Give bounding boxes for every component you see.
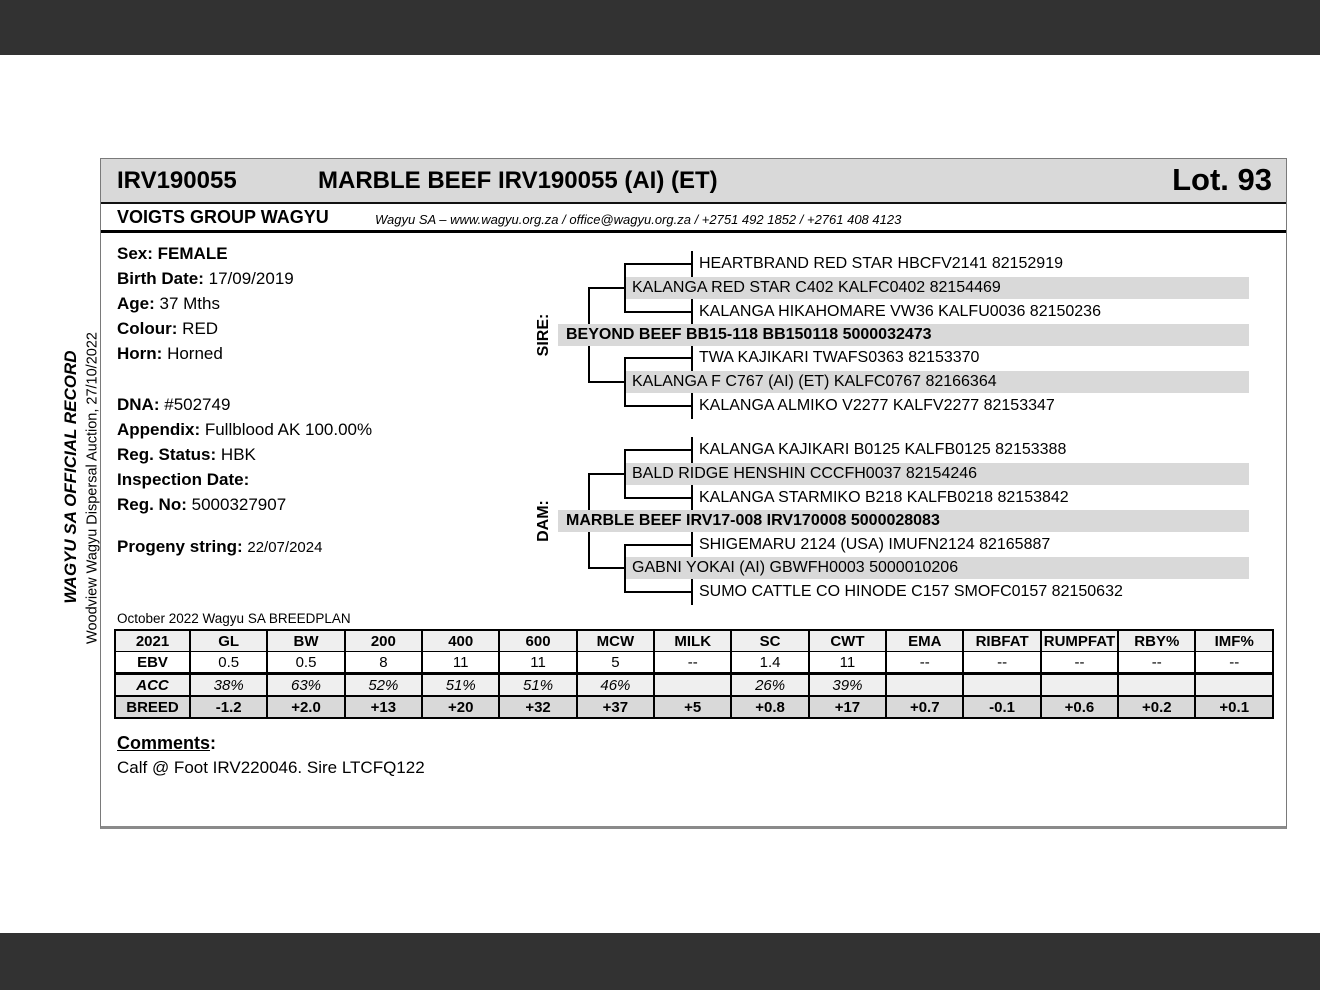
pedigree-connector: [691, 532, 693, 558]
sire-sire: KALANGA RED STAR C402 KALFC0402 82154469: [626, 277, 1249, 299]
dam-grandparent-4: SUMO CATTLE CO HINODE C157 SMOFC0157 82150632: [699, 583, 1123, 600]
dam-sire: BALD RIDGE HENSHIN CCCFH0037 82154246: [626, 463, 1249, 485]
dam-grandparent-2: KALANGA STARMIKO B218 KALFB0218 82153842: [699, 489, 1069, 506]
viewer-bottom-bar: [0, 933, 1320, 990]
auction-side-text: Woodview Wagyu Dispersal Auction, 27/10/2022: [84, 332, 101, 644]
dam-grandparent-1: KALANGA KAJIKARI B0125 KALFB0125 82153388: [699, 441, 1067, 458]
detail-reg-no: Reg. No: 5000327907: [117, 495, 287, 514]
sire-name: BEYOND BEEF BB15-118 BB150118 5000032473: [558, 324, 1249, 346]
official-record-side-text: WAGYU SA OFFICIAL RECORD: [61, 350, 80, 604]
dam-grandparent-3: SHIGEMARU 2124 (USA) IMUFN2124 82165887: [699, 536, 1051, 553]
dam-label: DAM:: [535, 500, 552, 542]
wagyu-sa-contact: Wagyu SA – www.wagyu.org.za / office@wagyu.org.za / +2751 492 1852 / +2761 408 4123: [375, 212, 902, 227]
dam-dam: GABNI YOKAI (AI) GBWFH0003 5000010206: [626, 557, 1249, 579]
detail-age: Age: 37 Mths: [117, 294, 220, 313]
detail-sex: Sex: FEMALE: [117, 244, 228, 263]
detail-progeny-string: Progeny string: 22/07/2024: [117, 537, 323, 556]
detail-reg-status: Reg. Status: HBK: [117, 445, 256, 464]
detail-horn: Horn: Horned: [117, 344, 223, 363]
pedigree-connector: [624, 449, 693, 451]
pedigree-connector: [624, 405, 693, 407]
viewer-top-bar: [0, 0, 1320, 55]
pedigree-connector: [691, 251, 693, 277]
breedplan-year: 2021: [115, 630, 190, 652]
dam-name: MARBLE BEEF IRV17-008 IRV170008 5000028083: [558, 510, 1249, 532]
detail-dna: DNA: #502749: [117, 395, 231, 414]
lot-number: Lot. 93: [1172, 162, 1272, 197]
pedigree-connector: [588, 381, 626, 383]
animal-title: MARBLE BEEF IRV190055 (AI) (ET): [318, 167, 718, 194]
detail-colour: Colour: RED: [117, 319, 219, 338]
detail-inspection-date: Inspection Date:: [117, 470, 250, 489]
pedigree-connector: [691, 393, 693, 419]
breedplan-breed-row: BREED -1.2 +2.0 +13 +20 +32 +37 +5 +0.8 +17 +0.7 -0.1 +0.6 +0.2 +0.1: [115, 696, 1273, 718]
pedigree-connector: [624, 544, 693, 546]
comments-text: Calf @ Foot IRV220046. Sire LTCFQ122: [117, 758, 425, 777]
sire-grandparent-3: TWA KAJIKARI TWAFS0363 82153370: [699, 349, 980, 366]
sire-grandparent-2: KALANGA HIKAHOMARE VW36 KALFU0036 82150236: [699, 303, 1101, 320]
pedigree-connector: [624, 311, 693, 313]
pedigree-connector: [588, 287, 626, 289]
sire-grandparent-4: KALANGA ALMIKO V2277 KALFV2277 82153347: [699, 397, 1055, 414]
breeder-name: VOIGTS GROUP WAGYU: [117, 207, 329, 227]
pedigree-connector: [691, 345, 693, 371]
sire-dam: KALANGA F C767 (AI) (ET) KALFC0767 82166364: [626, 371, 1249, 393]
sire-grandparent-1: HEARTBRAND RED STAR HBCFV2141 82152919: [699, 255, 1063, 272]
pedigree-connector: [588, 473, 626, 475]
pedigree-connector: [624, 263, 693, 265]
sire-label: SIRE:: [535, 313, 552, 357]
pedigree-connector: [624, 357, 693, 359]
pedigree-connector: [624, 591, 693, 593]
pedigree-connector: [691, 485, 693, 511]
breeder-bar: [101, 204, 1286, 233]
pedigree-connector: [691, 579, 693, 605]
breedplan-ebv-row: EBV 0.5 0.5 8 11 11 5 -- 1.4 11 -- -- -- -- --: [115, 652, 1273, 674]
breedplan-header-row: 2021 GL BW 200 400 600 MCW MILK SC CWT EMA RIBFAT RUMPFAT RBY% IMF%: [115, 630, 1273, 652]
breedplan-table: [114, 629, 1274, 719]
pedigree-connector: [624, 497, 693, 499]
breedplan-caption: October 2022 Wagyu SA BREEDPLAN: [117, 611, 351, 626]
lot-card-header: [101, 159, 1286, 204]
comments-heading: Comments:: [117, 733, 217, 753]
animal-id: IRV190055: [117, 167, 237, 194]
pedigree-connector: [588, 567, 626, 569]
lot-card: [100, 158, 1287, 829]
detail-birth-date: Birth Date: 17/09/2019: [117, 269, 294, 288]
pedigree-connector: [691, 299, 693, 325]
pedigree-connector: [691, 437, 693, 463]
detail-appendix: Appendix: Fullblood AK 100.00%: [117, 420, 373, 439]
breedplan-acc-row: ACC 38% 63% 52% 51% 51% 46% 26% 39%: [115, 674, 1273, 697]
